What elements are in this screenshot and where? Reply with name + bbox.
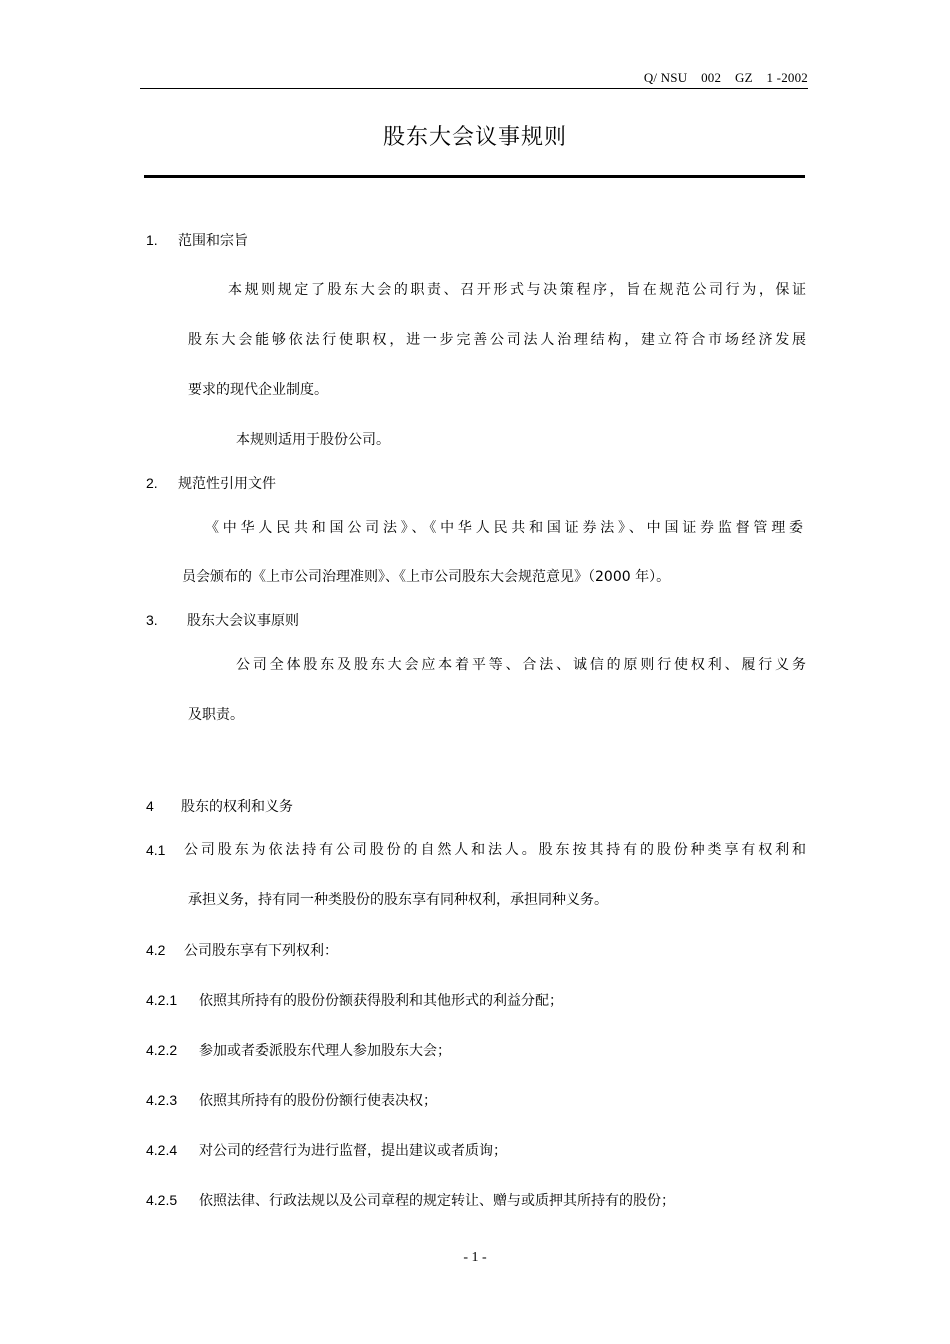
list-item: [146, 1190, 675, 1211]
section-number: 4: [146, 798, 154, 814]
section-title: 股东的权利和义务: [181, 799, 293, 815]
item-text: 依照法律、行政法规以及公司章程的规定转让、赠与或质押其所持有的股份；: [199, 1193, 675, 1209]
item-number: 4.2.1: [146, 992, 178, 1008]
section-2-heading: [146, 473, 276, 494]
item-text: 参加或者委派股东代理人参加股东大会；: [199, 1043, 451, 1059]
clause-text: 承担义务，持有同一种类股份的股东享有同种权利，承担同种义务。: [188, 892, 608, 908]
item-text: 依照其所持有的股份份额获得股利和其他形式的利益分配；: [199, 993, 563, 1009]
paragraph-text: 员会颁布的《上市公司治理准则》、《上市公司股东大会规范意见》（2000 年）。: [182, 569, 671, 585]
paragraph-line: [236, 655, 806, 675]
page-number: - 1 -: [463, 1250, 487, 1265]
paragraph-text: 公司全体股东及股东大会应本着平等、合法、诚信的原则行使权利、履行义务: [236, 657, 806, 673]
list-item: [146, 1090, 437, 1111]
list-item: [146, 990, 563, 1011]
paragraph-line: [205, 518, 803, 538]
item-number: 4.2.2: [146, 1042, 178, 1058]
paragraph-line: [188, 330, 806, 350]
document-title: 股东大会议事规则: [382, 125, 567, 150]
item-text: 依照其所持有的股份份额行使表决权；: [199, 1093, 437, 1109]
clause-4-1: [146, 840, 806, 860]
clause-text: 公司股东享有下列权利：: [184, 943, 338, 959]
section-title: 规范性引用文件: [178, 476, 276, 492]
section-number: 1.: [146, 232, 158, 248]
paragraph-text: 本规则适用于股份公司。: [236, 432, 390, 448]
section-title: 股东大会议事原则: [187, 613, 299, 629]
title-divider: [144, 175, 805, 178]
item-number: 4.2.4: [146, 1142, 178, 1158]
paragraph-text: 要求的现代企业制度。: [188, 382, 328, 398]
section-number: 3.: [146, 612, 158, 628]
section-title: 范围和宗旨: [178, 233, 248, 249]
item-text: 对公司的经营行为进行监督，提出建议或者质询；: [199, 1143, 507, 1159]
paragraph-text: 股东大会能够依法行使职权，进一步完善公司法人治理结构，建立符合市场经济发展: [188, 332, 806, 348]
section-number: 2.: [146, 475, 158, 491]
item-number: 4.2.3: [146, 1092, 178, 1108]
paragraph-text: 《中华人民共和国公司法》、《中华人民共和国证券法》、中国证券监督管理委: [205, 520, 803, 536]
clause-number: 4.2: [146, 942, 166, 958]
section-4-heading: [146, 796, 293, 817]
paragraph-text: 本规则规定了股东大会的职责、召开形式与决策程序，旨在规范公司行为，保证: [228, 282, 806, 298]
section-3-heading: [146, 610, 299, 631]
list-item: [146, 1040, 451, 1061]
clause-number: 4.1: [146, 842, 166, 858]
document-code: Q/ NSU 002 GZ 1 -2002: [643, 70, 808, 85]
paragraph-text: 及职责。: [188, 707, 244, 723]
section-1-heading: [146, 230, 248, 251]
paragraph-line: [228, 280, 806, 300]
clause-text: 公司股东为依法持有公司股份的自然人和法人。股东按其持有的股份种类享有权利和: [184, 842, 806, 858]
list-item: [146, 1140, 507, 1161]
clause-4-2: [146, 940, 338, 961]
item-number: 4.2.5: [146, 1192, 178, 1208]
page-header: [140, 70, 808, 89]
